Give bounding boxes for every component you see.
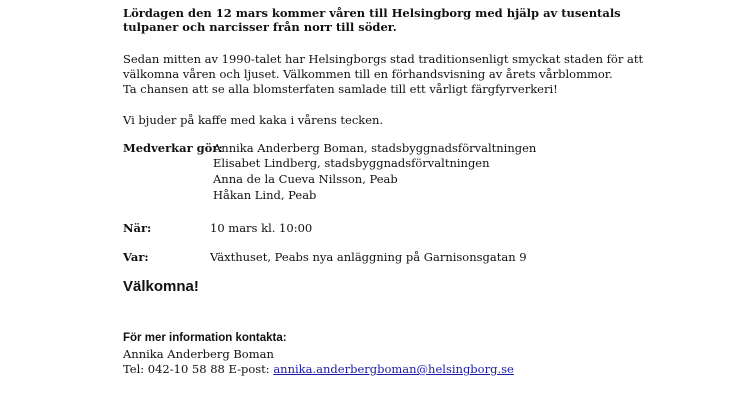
participant-name: Anna de la Cueva Nilsson, Peab [213,172,398,186]
contact-name: Annika Anderberg Boman [123,347,274,361]
body-paragraph-line-2: välkomna våren och ljuset. Välkommen till en förhandsvisning av årets vårblommor. [123,67,613,81]
when-label: När: [123,221,152,235]
email-link[interactable]: annika.anderbergboman@helsingborg.se [273,362,514,376]
participant-name: Elisabet Lindberg, stadsbyggnadsförvaltningen [213,156,490,170]
when-value: 10 mars kl. 10:00 [210,221,313,235]
intro-line-1: Lördagen den 12 mars kommer våren till Helsingborg med hjälp av tusentals [123,6,621,20]
coffee-line: Vi bjuder på kaffe med kaka i vårens tecken. [123,113,384,127]
participant-name: Håkan Lind, Peab [213,188,317,202]
where-value: Växthuset, Peabs nya anläggning på Garnisonsgatan 9 [210,250,527,264]
contact-line [123,362,514,376]
welcome-heading: Välkomna! [123,278,199,295]
body-paragraph-line-1: Sedan mitten av 1990-talet har Helsingborgs stad traditionsenligt smyckat staden för att [123,52,644,66]
contact-heading: För mer information kontakta: [123,332,287,344]
intro-line-2: tulpaner och narcisser från norr till söder. [123,20,397,34]
participants-label: Medverkar gör: [123,141,223,155]
participant-name: Annika Anderberg Boman, stadsbyggnadsförvaltningen [213,141,537,155]
where-label: Var: [123,250,149,264]
contact-phone: Tel: 042-10 58 88 E-post: [123,362,274,376]
body-paragraph-line-3: Ta chansen att se alla blomsterfaten samlade till ett vårligt färgfyrverkeri! [123,82,558,96]
